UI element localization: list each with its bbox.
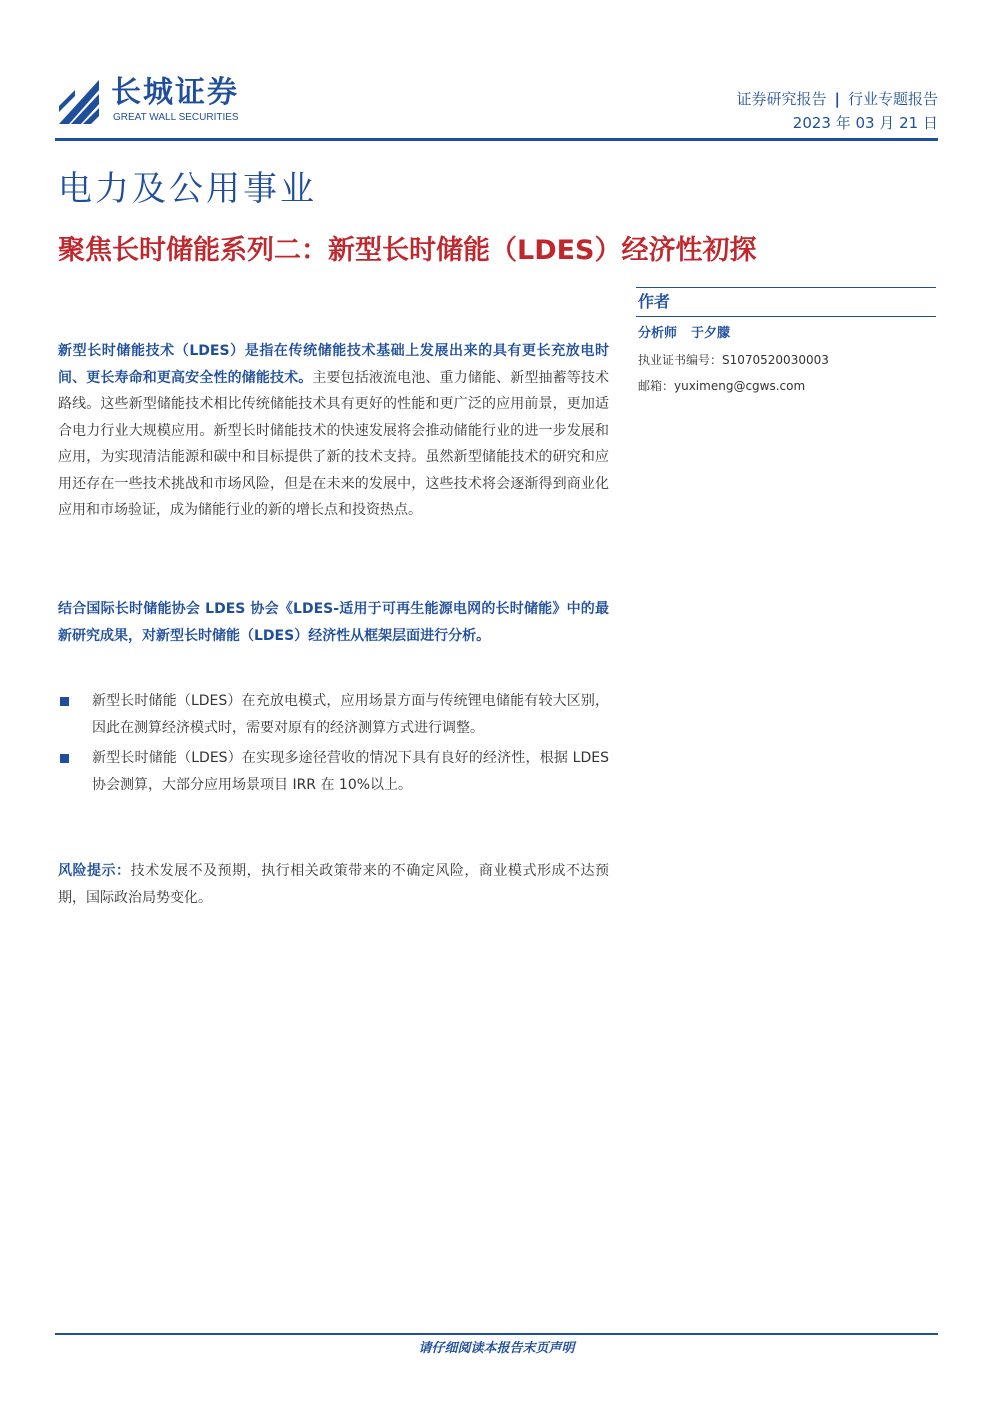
logo-english-name: GREAT WALL SECURITIES (113, 112, 239, 123)
footer-divider (55, 1333, 938, 1335)
report-kind: 证券研究报告 (736, 90, 827, 108)
author-heading: 作者 (636, 287, 936, 317)
logo-chinese-name: 长城证券 (111, 75, 239, 110)
analyst-role: 分析师 (638, 326, 678, 341)
square-bullet-icon (60, 697, 69, 706)
analyst-name: 于夕朦 (691, 326, 731, 341)
summary-paragraph-1 (58, 338, 609, 524)
meta-separator: | (834, 90, 840, 108)
risk-label: 风险提示： (58, 863, 131, 879)
industry-name: 电力及公用事业 (58, 169, 317, 209)
analyst-line (636, 321, 936, 347)
list-item (58, 688, 609, 741)
report-title: 聚焦长时储能系列二：新型长时储能（LDES）经济性初探 (58, 235, 757, 266)
summary-paragraph-2: 结合国际长时储能协会 LDES 协会《LDES-适用于可再生能源电网的长时储能》中的最新研究成果，对新型长时储能（LDES）经济性从框架层面进行分析。 (58, 601, 609, 644)
list-item (58, 745, 609, 798)
author-panel (636, 287, 936, 399)
certificate-number: 执业证书编号：S1070520030003 (638, 353, 829, 367)
square-bullet-icon (60, 754, 69, 763)
company-logo (55, 72, 315, 130)
risk-warning (58, 858, 609, 911)
bullet-text: 新型长时储能（LDES）在实现多途径营收的情况下具有良好的经济性，根据 LDES 协会测算，大部分应用场景项目 IRR 在 10%以上。 (92, 750, 609, 793)
summary-body-1: 主要包括液流电池、重力储能、新型抽蓄等技术路线。这些新型储能技术相比传统储能技术具有更好的性能和更广泛的应用前景，更加适合电力行业大规模应用。新型长时储能技术的快速发展将会推动储能行业的进一步发展和应用，为实现清洁能源和碳中和目标提供了新的技术支持。虽然新型储能技术的研究和应用还存在一些技术挑战和市场风险，但是在未来的发展中，这些技术将会逐渐得到商业化应用和市场验证，成为储能行业的新的增长点和投资热点。 (58, 369, 610, 518)
page-header (55, 72, 938, 138)
summary-highlight-1: 新型长时储能技术（LDES）是指在传统储能技术基础上发展出来的具有更长充放电时间、更长寿命和更高安全性的储能技术。 (58, 343, 609, 386)
footer-disclaimer: 请仔细阅读本报告末页声明 (418, 1341, 575, 1356)
analyst-email: 邮箱：yuximeng@cgws.com (638, 379, 806, 393)
key-points-list (58, 688, 609, 802)
header-divider (55, 138, 938, 141)
bullet-text: 新型长时储能（LDES）在充放电模式，应用场景方面与传统锂电储能有较大区别，因此在测算经济模式时，需要对原有的经济测算方式进行调整。 (92, 693, 609, 736)
report-category: 行业专题报告 (847, 90, 938, 108)
report-date: 2023 年 03 月 21 日 (792, 114, 938, 132)
risk-text: 技术发展不及预期，执行相关政策带来的不确定风险，商业模式形成不达预期，国际政治局势变化。 (58, 863, 610, 906)
report-meta (736, 88, 938, 134)
great-wall-logo-icon (55, 76, 103, 128)
